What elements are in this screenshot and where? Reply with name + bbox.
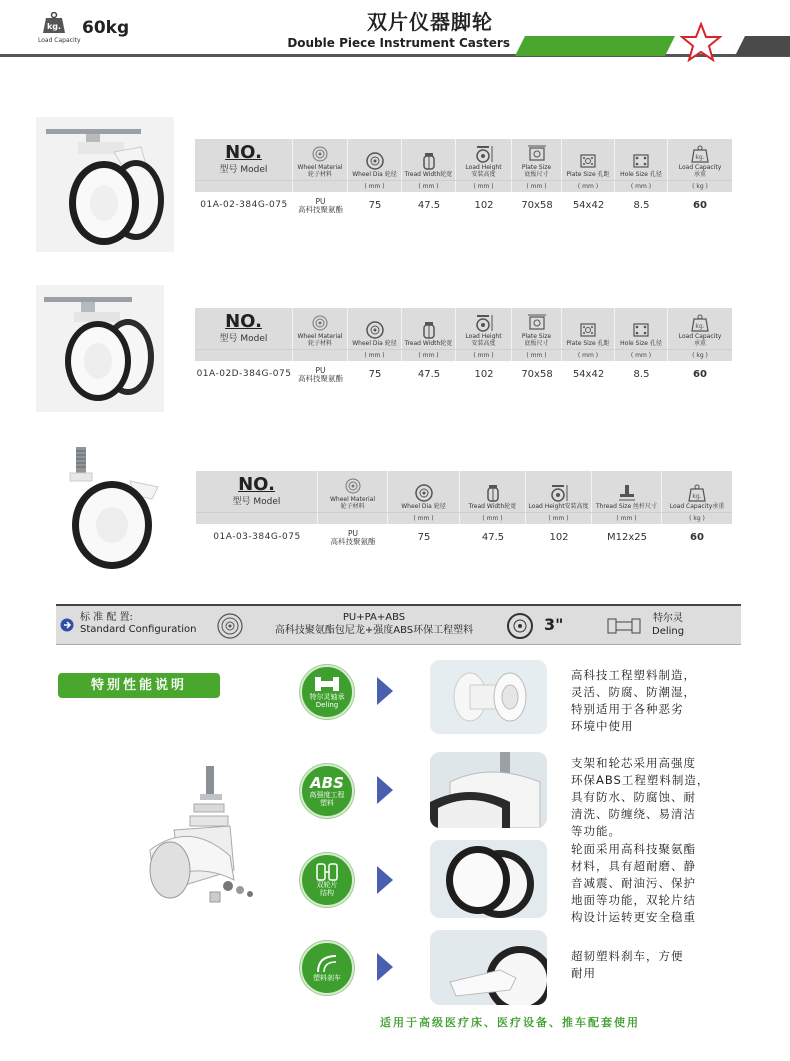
col-plate-hole bbox=[562, 139, 615, 180]
col-label: Hole Size 孔径 bbox=[620, 340, 662, 347]
col-label: Plate Size 底板尺寸 bbox=[521, 333, 552, 347]
col-plate-size bbox=[512, 308, 562, 349]
arrow-circle-icon bbox=[60, 618, 74, 632]
hole-size-icon bbox=[631, 152, 651, 170]
spec-table-2 bbox=[195, 308, 732, 388]
wheel-dia-value: 75 bbox=[417, 532, 431, 543]
col-wheel-dia bbox=[348, 308, 402, 349]
model-header bbox=[195, 139, 293, 180]
col-hole-size bbox=[615, 308, 668, 349]
col-load-capacity bbox=[668, 139, 732, 180]
col-load-height bbox=[526, 471, 592, 512]
load-height-icon bbox=[549, 484, 569, 502]
col-label: Plate Size 孔距 bbox=[566, 171, 610, 178]
product-photo-1 bbox=[36, 117, 174, 252]
col-load-capacity bbox=[662, 471, 732, 512]
unit-label: ( mm ) bbox=[413, 515, 434, 522]
svg-text:kg.: kg. bbox=[692, 493, 702, 500]
svg-text:kg.: kg. bbox=[695, 323, 705, 330]
wheel-dia-icon bbox=[365, 152, 385, 170]
col-hole-size bbox=[615, 139, 668, 180]
col-tread-width bbox=[460, 471, 526, 512]
col-tread-width bbox=[402, 308, 456, 349]
load-height-value: 102 bbox=[549, 532, 569, 543]
unit-label: ( mm ) bbox=[364, 183, 385, 190]
col-label: Wheel Material 轮子材料 bbox=[329, 496, 376, 510]
model-label: 型号 Model bbox=[219, 165, 268, 175]
config-label-cn: 标 准 配 置: bbox=[80, 612, 133, 623]
plate-hole-value: 54x42 bbox=[572, 200, 605, 211]
col-wheel-dia bbox=[348, 139, 402, 180]
svg-text:kg.: kg. bbox=[695, 154, 705, 161]
badge-label: 塑料刹车 bbox=[313, 974, 341, 982]
arrow-right-icon bbox=[375, 953, 395, 981]
kg-icon-text: kg. bbox=[46, 22, 62, 31]
col-material bbox=[293, 139, 348, 180]
unit-label: ( mm ) bbox=[473, 352, 494, 359]
config-label-en: Standard Configuration bbox=[80, 624, 197, 635]
kg-weight-icon bbox=[42, 12, 66, 34]
plate-size-icon bbox=[527, 145, 547, 163]
feature-photo-abs bbox=[430, 752, 547, 828]
config-size: 3" bbox=[544, 615, 564, 634]
col-label: Wheel Material 轮子材料 bbox=[297, 164, 343, 178]
load-capacity-value: 60 bbox=[693, 369, 707, 380]
feature-text-brake: 超韧塑料刹车，方便 耐用 bbox=[571, 949, 684, 980]
config-material-line2: 高科技聚氨酯包尼龙+强度ABS环保工程塑料 bbox=[274, 625, 474, 636]
plate-hole-value: 54x42 bbox=[572, 369, 605, 380]
feature-badge-brake bbox=[300, 941, 354, 995]
unit-label: ( mm ) bbox=[630, 352, 652, 359]
no-label: NO. bbox=[225, 311, 262, 332]
footer-text: 适用于高级医疗床、医疗设备、推车配套使用 bbox=[380, 1016, 640, 1029]
load-height-icon bbox=[474, 314, 494, 332]
bearing-icon bbox=[606, 616, 642, 636]
col-label: Load Height 安装高度 bbox=[465, 164, 502, 178]
col-label: Wheel Dia 轮径 bbox=[401, 503, 446, 510]
arrow-right-icon bbox=[375, 866, 395, 894]
col-tread-width bbox=[402, 139, 456, 180]
col-label: Load Capacity 承重 bbox=[678, 164, 722, 178]
col-label: Tread Width轮宽 bbox=[404, 340, 453, 347]
feature-text-double-wheel: 轮面采用高科技聚氨酯 材料，具有超耐磨、静 音减震、耐油污、保护 地面等功能，双轮片结 构设计运转更安全稳重 bbox=[571, 842, 696, 924]
kg-icon bbox=[687, 484, 707, 502]
col-label: Tread Width轮宽 bbox=[468, 503, 517, 510]
col-label: Plate Size 底板尺寸 bbox=[521, 164, 552, 178]
feature-photo-brake bbox=[430, 930, 547, 1005]
abs-icon: ABS bbox=[310, 774, 344, 792]
wheel-dia-icon bbox=[414, 484, 434, 502]
unit-label: ( mm ) bbox=[418, 352, 439, 359]
model-label: 型号 Model bbox=[219, 334, 268, 344]
col-thread-size bbox=[592, 471, 662, 512]
col-label: Thread Size 丝杆尺寸 bbox=[595, 503, 658, 510]
config-bearing-cn: 特尔灵 bbox=[653, 613, 684, 624]
table-row bbox=[195, 361, 732, 388]
unit-label: ( mm ) bbox=[526, 183, 547, 190]
spec-table-1 bbox=[195, 139, 732, 219]
load-capacity-label: Load Capacity bbox=[38, 37, 81, 44]
material-value: PU 高科技聚氨酯 bbox=[298, 196, 343, 214]
feature-badge-abs bbox=[300, 764, 354, 818]
config-material bbox=[254, 611, 494, 637]
config-bearing-en: Deling bbox=[652, 626, 685, 637]
badge-label: 高强度工程 塑料 bbox=[309, 791, 345, 807]
no-label: NO. bbox=[238, 474, 275, 495]
unit-label: ( mm ) bbox=[577, 183, 599, 190]
hole-size-icon bbox=[631, 321, 651, 339]
load-height-icon bbox=[474, 145, 494, 163]
unit-label: ( mm ) bbox=[473, 183, 494, 190]
thread-size-icon bbox=[617, 484, 637, 502]
load-capacity-value: 60 bbox=[690, 532, 704, 543]
spec-table-3 bbox=[196, 471, 732, 551]
model-value: 01A-02-384G-075 bbox=[200, 200, 288, 210]
unit-label: ( mm ) bbox=[548, 515, 569, 522]
col-plate-hole bbox=[562, 308, 615, 349]
col-label: Tread Width轮宽 bbox=[404, 171, 453, 178]
badge-label: 特尔灵轴承 Deling bbox=[309, 693, 345, 709]
col-label: Load Height安装高度 bbox=[528, 503, 589, 510]
arrow-right-icon bbox=[375, 677, 395, 705]
col-label: Wheel Material 轮子材料 bbox=[297, 333, 343, 347]
arrow-right-icon bbox=[375, 776, 395, 804]
col-label: Plate Size 孔距 bbox=[566, 340, 610, 347]
model-value: 01A-03-384G-075 bbox=[213, 532, 301, 542]
unit-label: ( kg ) bbox=[689, 515, 705, 522]
feature-badge-bearing bbox=[300, 665, 354, 719]
load-weight: 60kg bbox=[82, 18, 130, 38]
badge-label: 双轮片 结构 bbox=[316, 881, 338, 897]
unit-label: ( mm ) bbox=[482, 515, 503, 522]
col-load-capacity bbox=[668, 308, 732, 349]
material-value: PU 高科技聚氨酯 bbox=[330, 528, 376, 546]
tread-width-icon bbox=[483, 484, 503, 502]
unit-label: ( mm ) bbox=[616, 515, 637, 522]
double-wheel-icon bbox=[315, 863, 339, 881]
no-label: NO. bbox=[225, 142, 262, 163]
unit-label: ( mm ) bbox=[630, 183, 652, 190]
col-material bbox=[293, 308, 348, 349]
col-label: Load Capacity承重 bbox=[669, 503, 725, 510]
wheel-size-icon bbox=[506, 612, 534, 640]
brake-icon bbox=[314, 954, 340, 974]
col-load-height bbox=[456, 308, 512, 349]
exploded-caster-diagram bbox=[130, 760, 270, 930]
unit-label: ( kg ) bbox=[692, 183, 708, 190]
wheel-dia-value: 75 bbox=[368, 200, 382, 211]
feature-photo-double-wheel bbox=[430, 840, 547, 918]
feature-photo-bearing bbox=[430, 660, 547, 734]
material-value: PU 高科技聚氨酯 bbox=[298, 365, 343, 383]
tread-width-value: 47.5 bbox=[417, 369, 441, 380]
col-material bbox=[318, 471, 388, 512]
col-label: Load Capacity 承重 bbox=[678, 333, 722, 347]
tread-width-value: 47.5 bbox=[417, 200, 441, 211]
wheel-dia-value: 75 bbox=[368, 369, 382, 380]
unit-label: ( mm ) bbox=[418, 183, 439, 190]
page-subtitle: Double Piece Instrument Casters bbox=[287, 36, 510, 50]
col-wheel-dia bbox=[388, 471, 460, 512]
page-title: 双片仪器脚轮 bbox=[367, 10, 493, 34]
wheel-dia-icon bbox=[365, 321, 385, 339]
material-icon bbox=[310, 314, 330, 332]
load-height-value: 102 bbox=[474, 369, 494, 380]
feature-text-bearing: 高科技工程塑料制造， 灵活、防腐、防潮湿， 特别适用于各种恶劣 环境中使用 bbox=[571, 668, 696, 733]
product-photo-2 bbox=[36, 285, 164, 412]
load-height-value: 102 bbox=[474, 200, 494, 211]
col-plate-size bbox=[512, 139, 562, 180]
plate-size-value: 70x58 bbox=[521, 200, 553, 211]
product-photo-3 bbox=[60, 445, 172, 575]
kg-icon bbox=[690, 314, 710, 332]
config-bearing bbox=[652, 612, 684, 638]
unit-label: ( mm ) bbox=[577, 352, 599, 359]
material-icon bbox=[310, 145, 330, 163]
plate-hole-icon bbox=[578, 321, 598, 339]
table-row bbox=[196, 524, 732, 551]
plate-size-icon bbox=[527, 314, 547, 332]
unit-label: ( kg ) bbox=[692, 352, 708, 359]
feature-text-abs: 支架和轮芯采用高强度 环保ABS工程塑料制造， 具有防水、防腐蚀、耐 清洗、防缠绕、易清洁 等功能。 bbox=[571, 756, 710, 838]
tread-width-icon bbox=[419, 152, 439, 170]
tread-width-value: 47.5 bbox=[481, 532, 505, 543]
thread-size-value: M12x25 bbox=[607, 532, 647, 543]
model-label: 型号 Model bbox=[232, 497, 281, 507]
model-value: 01A-02D-384G-075 bbox=[196, 369, 292, 379]
star-icon bbox=[680, 22, 722, 62]
config-label bbox=[80, 612, 197, 636]
bearing-icon bbox=[314, 675, 340, 693]
feature-badge-double-wheel bbox=[300, 853, 354, 907]
model-header bbox=[196, 471, 318, 512]
hole-size-value: 8.5 bbox=[633, 200, 650, 211]
col-label: Wheel Dia 轮径 bbox=[352, 340, 397, 347]
col-label: Hole Size 孔径 bbox=[620, 171, 662, 178]
features-title: 特别性能说明 bbox=[58, 673, 220, 698]
col-label: Wheel Dia 轮径 bbox=[352, 171, 397, 178]
material-icon bbox=[343, 477, 363, 495]
table-row bbox=[195, 192, 732, 219]
header-stripes bbox=[515, 36, 790, 58]
standard-configuration-bar bbox=[56, 604, 741, 645]
kg-icon bbox=[690, 145, 710, 163]
tread-width-icon bbox=[419, 321, 439, 339]
plate-hole-icon bbox=[578, 152, 598, 170]
hole-size-value: 8.5 bbox=[633, 369, 650, 380]
model-header bbox=[195, 308, 293, 349]
unit-label: ( mm ) bbox=[364, 352, 385, 359]
col-load-height bbox=[456, 139, 512, 180]
config-material-line1: PU+PA+ABS bbox=[342, 612, 406, 623]
load-capacity-value: 60 bbox=[693, 200, 707, 211]
plate-size-value: 70x58 bbox=[521, 369, 553, 380]
wheel-material-icon bbox=[216, 612, 244, 640]
unit-label: ( mm ) bbox=[526, 352, 547, 359]
col-label: Load Height 安装高度 bbox=[465, 333, 502, 347]
